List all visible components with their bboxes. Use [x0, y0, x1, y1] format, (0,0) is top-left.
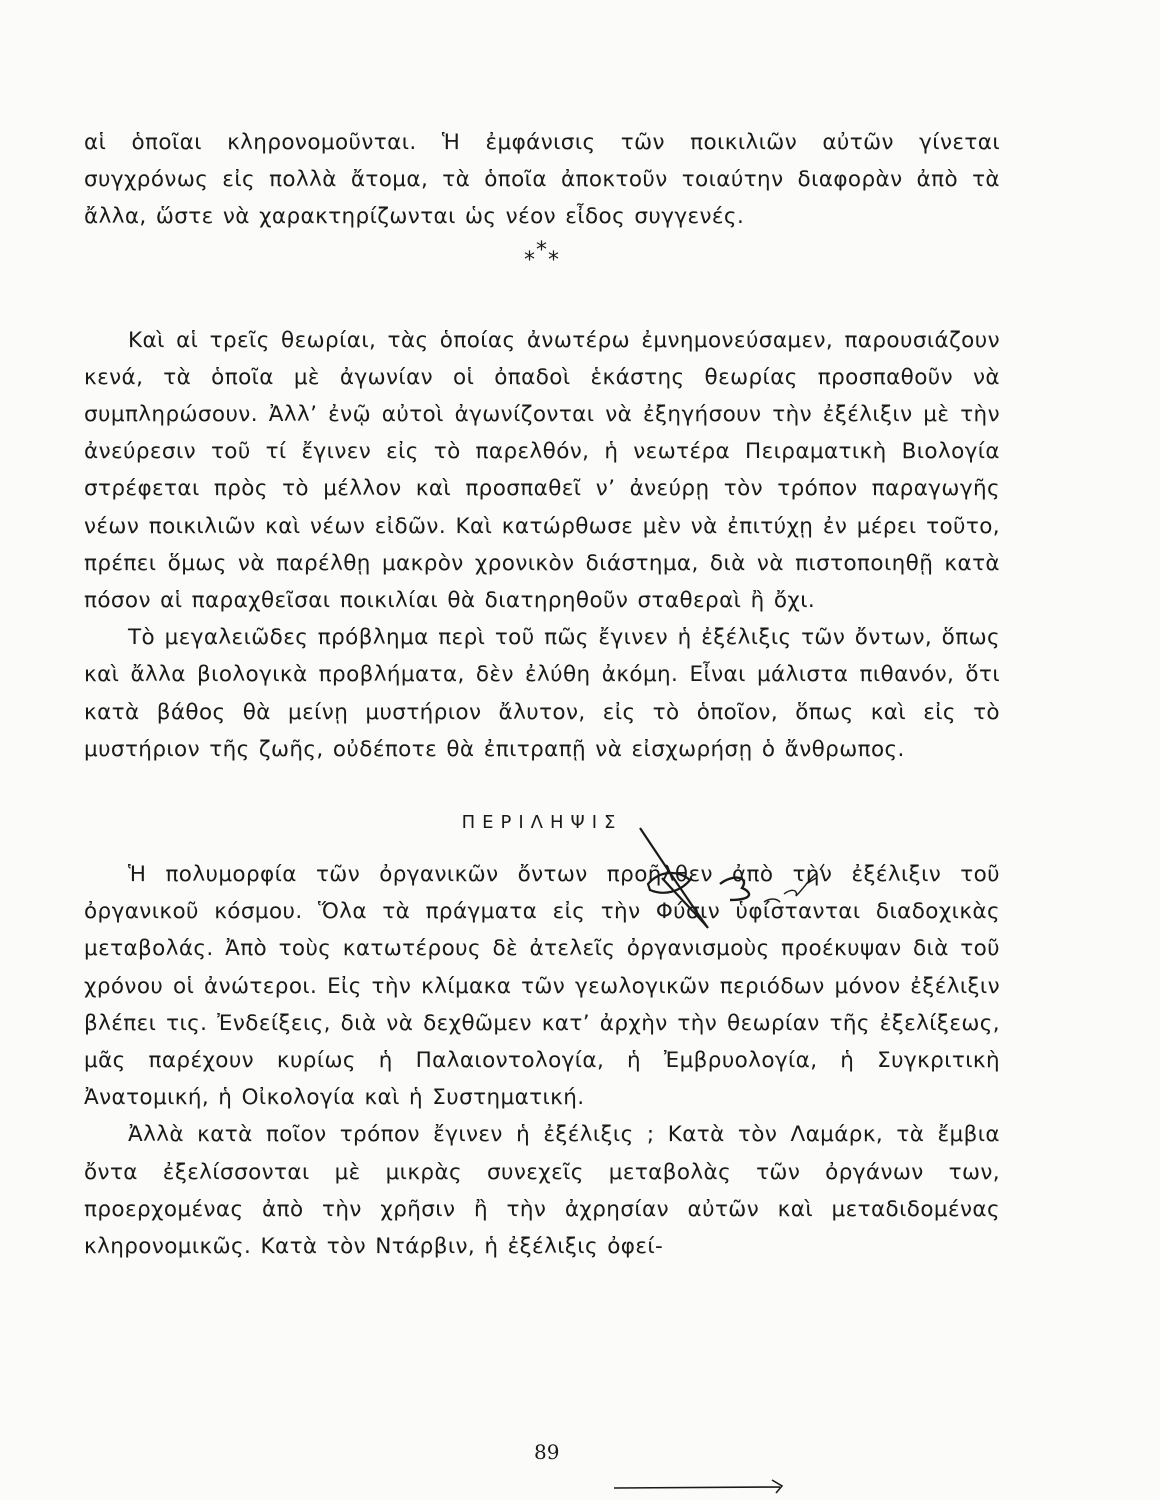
paragraph-problem: Τὸ μεγαλειῶδες πρόβλημα περὶ τοῦ πῶς ἔγινεν ἡ ἐξέλιξις τῶν ὄντων, ὅπως καὶ ἄλλα βιολογικὰ προβλήματα, δὲν ἐλύθη ἀκόμη. Εἶναι μάλιστα πιθανόν, ὅτι κατὰ βάθος θὰ μείνῃ μυστήριον ἄλυτον, εἰς τὸ ὁποῖον, ὅπως καὶ εἰς τὸ μυστήριον τῆς ζωῆς, οὐδέποτε θὰ ἐπιτραπῇ νὰ εἰσχωρήσῃ ὁ ἄνθρωπος. [84, 625, 1000, 762]
summary-heading: ΠΕΡΙΛΗΨΙΣ [461, 812, 623, 834]
page-number: 89 [534, 1440, 560, 1464]
handwritten-signature [620, 818, 830, 948]
paragraph-summary-2: Ἀλλὰ κατὰ ποῖον τρόπον ἔγινεν ἡ ἐξέλιξις ; Κατὰ τὸν Λαμάρκ, τὰ ἔμβια ὄντα ἐξελίσσονται μὲ μικρὰς συνεχεῖς μεταβολὰς τῶν ὀργάνων των, προερχομένας ἀπὸ τὴν χρῆσιν ἢ τὴν ἀχρησίαν αὐτῶν καὶ μεταδιδομένας κληρονομικῶς. Κατὰ τὸν Ντάρβιν, ἡ ἐξέλιξις ὀφεί- [84, 1122, 1000, 1260]
paragraph-theories: Καὶ αἱ τρεῖς θεωρίαι, τὰς ὁποίας ἀνωτέρω ἐμνημονεύσαμεν, παρουσιάζουν κενά, τὰ ὁποῖα μὲ ἀγωνίαν οἱ ὀπαδοὶ ἑκάστης θεωρίας προσπαθοῦν νὰ συμπληρώσουν. Ἀλλ’ ἐνῷ αὐτοὶ ἀγωνίζονται νὰ ἐξηγήσουν τὴν ἐξέλιξιν μὲ τὴν ἀνεύρεσιν τοῦ τί ἔγινεν εἰς τὸ παρελθόν, ἡ νεωτέρα Πειραματικὴ Βιολογία στρέφεται πρὸς τὸ μέλλον καὶ προσπαθεῖ ν’ ἀνεύρῃ τὸν τρόπον παραγωγῆς νέων ποικιλιῶν καὶ νέων εἰδῶν. Καὶ κατώρθωσε μὲν νὰ ἐπιτύχῃ ἐν μέρει τοῦτο, πρέπει ὅμως νὰ παρέλθῃ μακρὸν χρονικὸν διάστημα, διὰ νὰ πιστοποιηθῇ κατὰ πόσον αἱ παραχθεῖσαι ποικιλίαι θὰ διατηρηθοῦν σταθεραὶ ἢ ὄχι. [84, 327, 1000, 614]
asterism-separator: *** [524, 237, 560, 273]
pen-mark [612, 1478, 792, 1494]
paragraph-summary-1: Ἡ πολυμορφία τῶν ὀργανικῶν ὄντων προῆλθεν ἀπὸ τὴν ἐξέλιξιν τοῦ ὀργανικοῦ κόσμου. Ὅλα τὰ πράγματα εἰς τὴν Φύσιν ὑφίστανται διαδοχικὰς μεταβολάς. Ἀπὸ τοὺς κατωτέρους δὲ ἀτελεῖς ὀργανισμοὺς προέκυψαν διὰ τοῦ χρόνου οἱ ἀνώτεροι. Εἰς τὴν κλίμακα τῶν γεωλογικῶν περιόδων μόνον ἐξέλιξιν βλέπει τις. Ἐνδείξεις, διὰ νὰ δεχθῶμεν κατ’ ἀρχὴν τὴν θεωρίαν τῆς ἐξελίξεως, μᾶς παρέχουν κυρίως ἡ Παλαιοντολογία, ἡ Ἐμβρυολογία, ἡ Συγκριτικὴ Ἀνατομική, ἡ Οἰκολογία καὶ ἡ Συστηματική. [84, 862, 1000, 1111]
text-column [84, 124, 1000, 1265]
paragraph-continuation: αἱ ὁποῖαι κληρονομοῦνται. Ἡ ἐμφάνισις τῶν ποικιλιῶν αὐτῶν γίνεται συγχρόνως εἰς πολλὰ ἄτομα, τὰ ὁποῖα ἀποκτοῦν τοιαύτην διαφορὰν ἀπὸ τὰ ἄλλα, ὥστε νὰ χαρακτηρίζωνται ὡς νέον εἶδος συγγενές. [84, 130, 1000, 230]
